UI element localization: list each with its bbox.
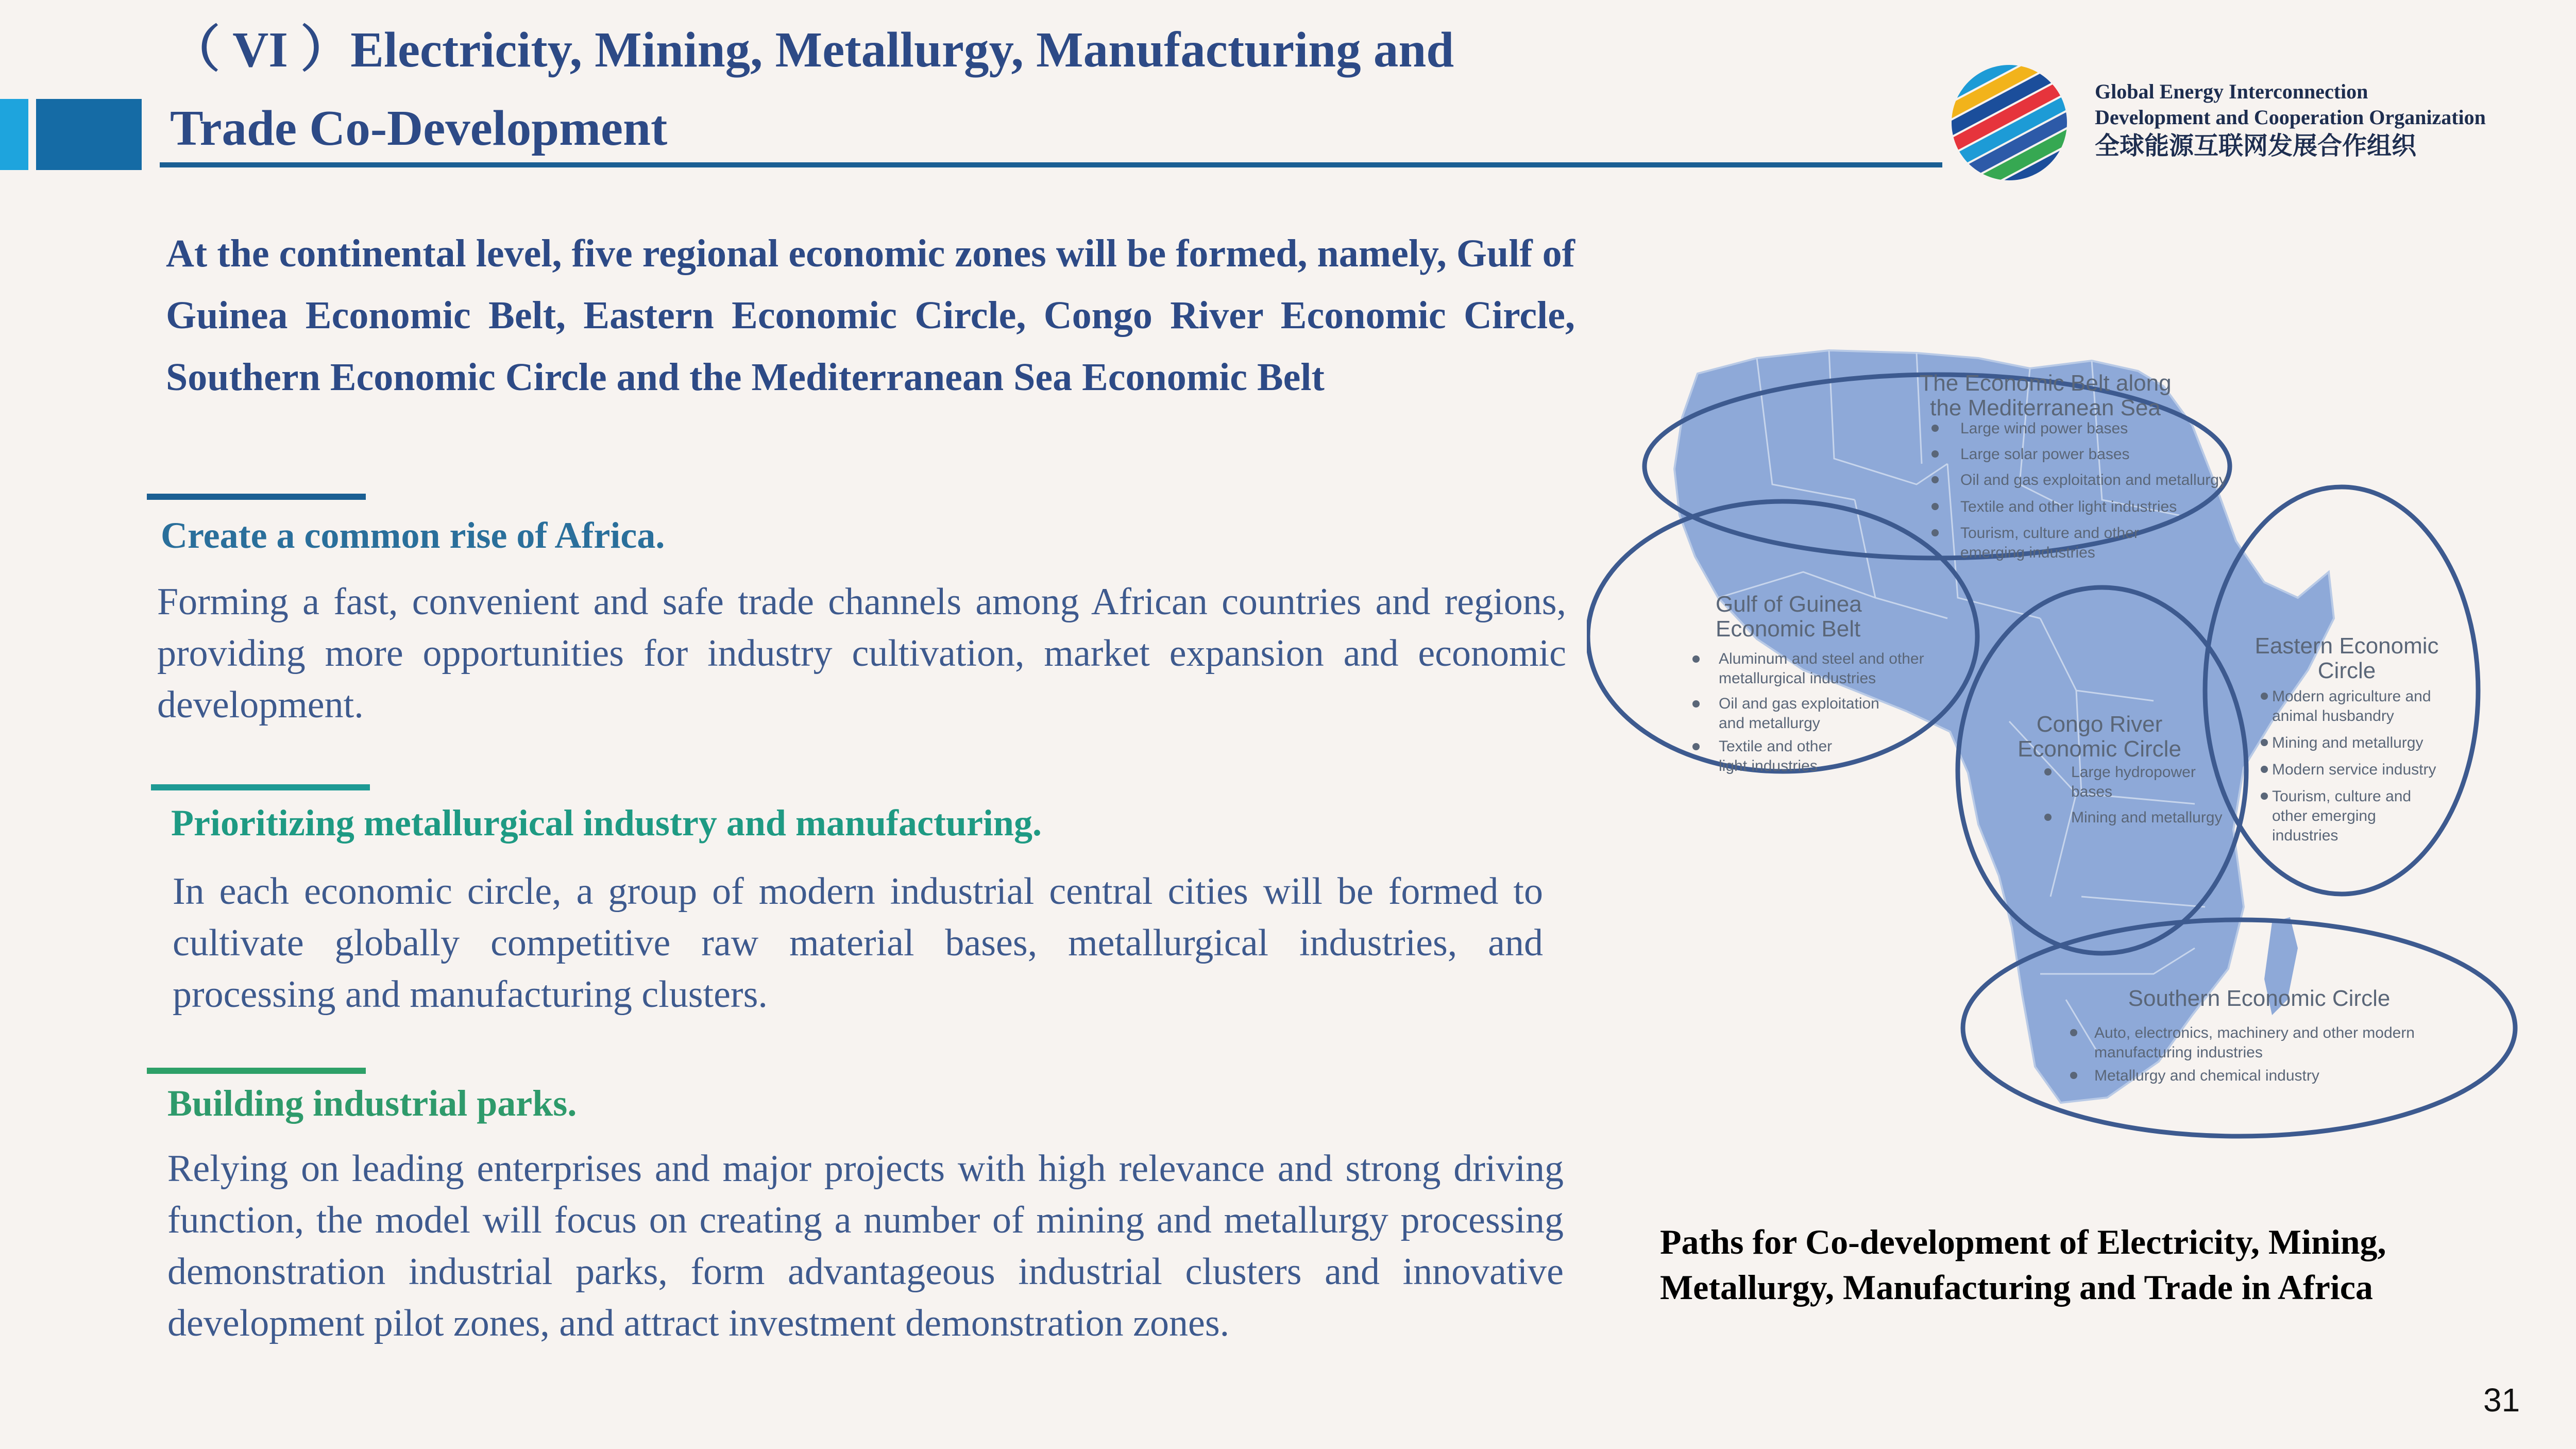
southern-zone-items (2070, 1024, 2415, 1084)
section-heading-2: Prioritizing metallurgical industry and manufacturing. (171, 802, 1042, 844)
zone-item: Large solar power bases (1960, 446, 2130, 463)
org-name-cn: 全球能源互联网发展合作组织 (2095, 132, 2417, 160)
zone-item: Metallurgy and chemical industry (2094, 1067, 2319, 1084)
zone-title: The Economic Belt along (1919, 370, 2172, 396)
zone-item: Textile and other (1719, 738, 1833, 755)
zone-item: manufacturing industries (2094, 1044, 2263, 1061)
map-caption-line1: Paths for Co-development of Electricity, Mining, (1660, 1222, 2386, 1261)
page-number: 31 (2483, 1381, 2520, 1419)
intro-paragraph: At the continental level, five regional economic zones will be formed, namely, Gulf of Guinea Economic Belt, Eastern Economic Circle, Congo River Economic Circle, Southern Economic Circle and the Mediterranean Sea Economic Belt (166, 232, 1575, 399)
slide-title-line2: Trade Co-Development (170, 100, 668, 156)
org-name-en-line2: Development and Cooperation Organization (2095, 106, 2486, 129)
zone-item: Aluminum and steel and other (1719, 650, 1924, 667)
southern-zone-label (2128, 986, 2391, 1011)
zone-title: Southern Economic Circle (2128, 986, 2391, 1011)
zone-item: light industries (1719, 757, 1818, 774)
congo-river-zone-label (2018, 712, 2181, 762)
zone-title: the Mediterranean Sea (1930, 395, 2161, 420)
section-divider-1 (147, 494, 366, 500)
mediterranean-zone-label (1919, 370, 2171, 420)
org-name-en-line1: Global Energy Interconnection (2095, 80, 2368, 103)
zone-item: metallurgical industries (1719, 670, 1876, 687)
zone-item: Large hydropower (2071, 764, 2196, 781)
map-caption-line2: Metallurgy, Manufacturing and Trade in Africa (1660, 1268, 2373, 1307)
section-heading-3: Building industrial parks. (167, 1083, 577, 1124)
zone-item: Tourism, culture and other (1960, 525, 2139, 542)
section-body-2: In each economic circle, a group of modern industrial central cities will be formed to cultivate globally competitive raw material bases, metallurgical industries, and processing and manufacturing clusters. (173, 870, 1543, 1016)
zone-title: Gulf of Guinea (1716, 592, 1862, 617)
zone-item: Large wind power bases (1960, 420, 2128, 437)
zone-title: Congo River (2036, 712, 2163, 737)
africa-economic-zones-map (1587, 330, 2535, 1175)
title-underline (160, 162, 1942, 167)
zone-item: Oil and gas exploitation (1719, 695, 1879, 712)
header-accent-small (0, 99, 28, 170)
header-accent-large (36, 99, 142, 170)
zone-item: Modern service industry (2272, 761, 2436, 778)
eastern-zone-items (2261, 688, 2436, 844)
slide-title-line1: （ VI ）Electricity, Mining, Metallurgy, Manufacturing and (170, 22, 1454, 77)
section-heading-1: Create a common rise of Africa. (161, 515, 665, 556)
zone-item: Tourism, culture and (2272, 788, 2412, 805)
zone-item: Modern agriculture and (2272, 688, 2431, 705)
zone-item: and metallurgy (1719, 715, 1820, 732)
zone-title: Economic Circle (2018, 736, 2181, 762)
zone-item: bases (2071, 783, 2113, 800)
zone-item: Mining and metallurgy (2272, 734, 2424, 751)
section-divider-2 (151, 784, 370, 790)
zone-item: other emerging (2272, 807, 2376, 824)
zone-title: Eastern Economic (2255, 633, 2439, 659)
zone-item: industries (2272, 827, 2338, 844)
section-body-1: Forming a fast, convenient and safe trade channels among African countries and regions, providing more opportunities for industry cultivation, market expansion and economic development. (157, 581, 1566, 726)
organization-logo (1947, 61, 2071, 184)
gulf-of-guinea-zone-label (1716, 592, 1862, 642)
zone-item: Auto, electronics, machinery and other modern (2094, 1024, 2415, 1041)
section-body-3: Relying on leading enterprises and major projects with high relevance and strong driving function, the model will focus on creating a number of mining and metallurgy processing demonstration industrial parks, form advantageous industrial clusters and innovative development pilot zones, and attract investment demonstration zones. (167, 1148, 1564, 1344)
section-divider-3 (147, 1068, 366, 1074)
zone-item: Textile and other light industries (1960, 498, 2177, 515)
zone-title: Circle (2317, 658, 2376, 683)
zone-item: Oil and gas exploitation and metallurgy (1960, 471, 2227, 488)
zone-title: Economic Belt (1716, 616, 1861, 642)
zone-item: emerging industries (1960, 544, 2095, 561)
zone-item: animal husbandry (2272, 707, 2394, 724)
zone-item: Mining and metallurgy (2071, 809, 2223, 826)
